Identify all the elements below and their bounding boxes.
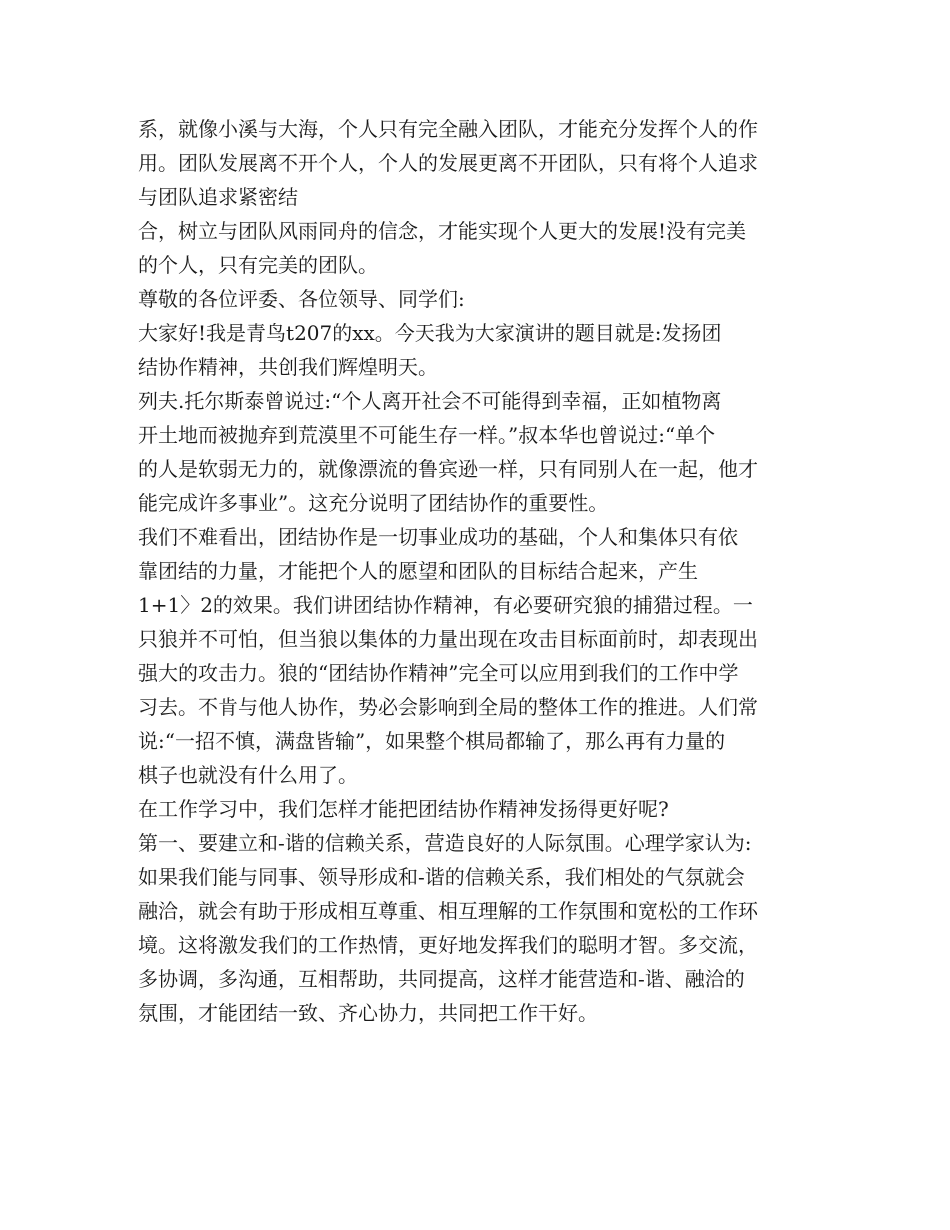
text-line: 结协作精神，共创我们辉煌明天。: [138, 355, 438, 379]
text-line: 多协调，多沟通，互相帮助，共同提高，这样才能营造和-谐、融洽的: [138, 967, 745, 991]
text-line: 靠团结的力量，才能把个人的愿望和团队的目标结合起来，产生: [138, 559, 698, 583]
text-line: 尊敬的各位评委、各位领导、同学们:: [138, 287, 465, 311]
text-line: 系，就像小溪与大海，个人只有完全融入团队，才能充分发挥个人的作: [138, 117, 758, 141]
text-line: 的个人，只有完美的团队。: [138, 253, 378, 277]
text-line: 习去。不肯与他人协作，势必会影响到全局的整体工作的推进。人们常: [138, 695, 758, 719]
text-line: 强大的攻击力。狼的“团结协作精神”完全可以应用到我们的工作中学: [138, 661, 739, 685]
text-line: 的人是软弱无力的，就像漂流的鲁宾逊一样，只有同别人在一起，他才: [138, 457, 758, 481]
text-line: 合，树立与团队风雨同舟的信念，才能实现个人更大的发展!没有完美: [138, 219, 747, 243]
text-line: 大家好!我是青鸟t207的xx。今天我为大家演讲的题目就是:发扬团: [138, 321, 722, 345]
text-line: 用。团队发展离不开个人，个人的发展更离不开团队，只有将个人追求: [138, 151, 758, 175]
text-line: 氛围，才能团结一致、齐心协力，共同把工作干好。: [138, 1001, 598, 1025]
text-line: 棋子也就没有什么用了。: [138, 763, 358, 787]
document-body: [138, 112, 818, 1030]
text-line: 在工作学习中，我们怎样才能把团结协作精神发扬得更好呢?: [138, 797, 669, 821]
text-line: 第一、要建立和-谐的信赖关系，营造良好的人际氛围。心理学家认为:: [138, 831, 752, 855]
text-line: 融洽，就会有助于形成相互尊重、相互理解的工作氛围和宽松的工作环: [138, 899, 758, 923]
text-line: 能完成许多事业”。这充分说明了团结协作的重要性。: [138, 491, 609, 515]
text-line: 我们不难看出，团结协作是一切事业成功的基础，个人和集体只有依: [138, 525, 738, 549]
text-line: 境。这将激发我们的工作热情，更好地发挥我们的聪明才智。多交流，: [138, 933, 758, 957]
text-line: 如果我们能与同事、领导形成和-谐的信赖关系，我们相处的气氛就会: [138, 865, 745, 889]
text-line: 说:“一招不慎，满盘皆输”，如果整个棋局都输了，那么再有力量的: [138, 729, 726, 753]
text-line: 只狼并不可怕，但当狼以集体的力量出现在攻击目标面前时，却表现出: [138, 627, 758, 651]
text-line: 开土地而被抛弃到荒漠里不可能生存一样。”叔本华也曾说过:“单个: [138, 423, 716, 447]
text-line: 与团队追求紧密结: [138, 185, 298, 209]
text-line: 列夫.托尔斯泰曾说过:“个人离开社会不可能得到幸福，正如植物离: [138, 389, 722, 413]
text-line: 1+1〉2的效果。我们讲团结协作精神，有必要研究狼的捕猎过程。一: [138, 593, 753, 617]
